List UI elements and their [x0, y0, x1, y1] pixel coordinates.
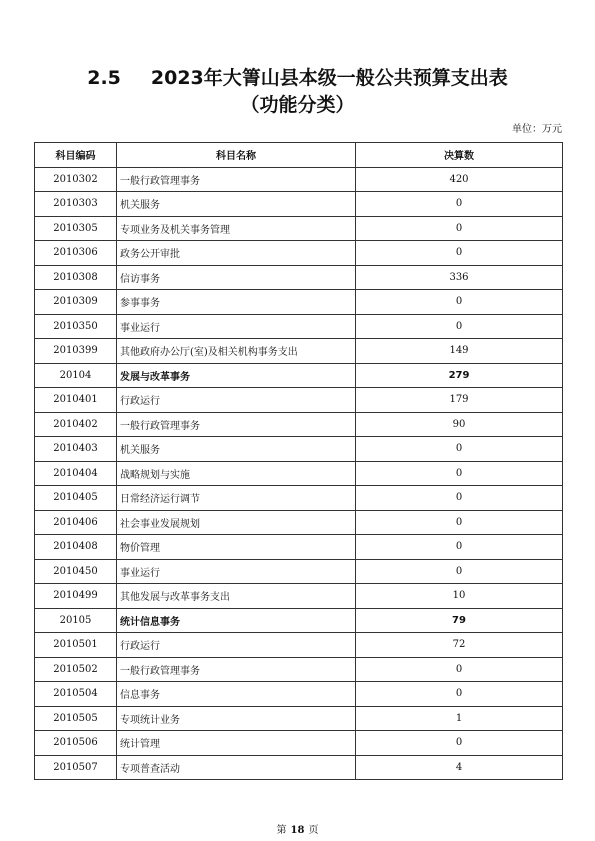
budget-table [34, 142, 563, 780]
table-row [35, 486, 563, 511]
cell-name: 战略规划与实施 [117, 461, 356, 486]
cell-amount: 4 [356, 755, 563, 780]
cell-name: 一般行政管理事务 [117, 167, 356, 192]
cell-amount: 1 [356, 706, 563, 731]
section-number: 2.5 [87, 67, 121, 89]
cell-code: 2010405 [35, 486, 117, 511]
cell-code: 2010502 [35, 657, 117, 682]
cell-name: 一般行政管理事务 [117, 657, 356, 682]
table-row [35, 241, 563, 266]
cell-code: 2010504 [35, 682, 117, 707]
cell-code: 2010403 [35, 437, 117, 462]
column-header-amount: 决算数 [356, 143, 563, 168]
cell-amount: 90 [356, 412, 563, 437]
cell-amount: 0 [356, 216, 563, 241]
cell-name: 政务公开审批 [117, 241, 356, 266]
cell-code: 2010308 [35, 265, 117, 290]
cell-code: 2010499 [35, 584, 117, 609]
cell-name: 专项统计业务 [117, 706, 356, 731]
page-footer [0, 825, 595, 837]
table-row [35, 731, 563, 756]
cell-code: 2010401 [35, 388, 117, 413]
cell-amount: 179 [356, 388, 563, 413]
cell-amount: 0 [356, 559, 563, 584]
cell-code: 2010350 [35, 314, 117, 339]
cell-name: 参事事务 [117, 290, 356, 315]
cell-name: 信访事务 [117, 265, 356, 290]
table-row [35, 510, 563, 535]
footer-prefix: 第 [276, 825, 287, 836]
table-row [35, 412, 563, 437]
table-row [35, 314, 563, 339]
cell-code: 2010302 [35, 167, 117, 192]
cell-code: 2010402 [35, 412, 117, 437]
cell-amount: 0 [356, 192, 563, 217]
cell-code: 2010501 [35, 633, 117, 658]
cell-code: 20105 [35, 608, 117, 633]
cell-code: 20104 [35, 363, 117, 388]
cell-amount: 0 [356, 314, 563, 339]
cell-amount: 420 [356, 167, 563, 192]
cell-amount: 0 [356, 290, 563, 315]
cell-name: 日常经济运行调节 [117, 486, 356, 511]
cell-name: 专项业务及机关事务管理 [117, 216, 356, 241]
table-row [35, 682, 563, 707]
cell-amount: 0 [356, 241, 563, 266]
table-row [35, 657, 563, 682]
cell-name: 事业运行 [117, 314, 356, 339]
cell-amount: 0 [356, 510, 563, 535]
column-header-code: 科目编码 [35, 143, 117, 168]
cell-code: 2010309 [35, 290, 117, 315]
table-body [35, 167, 563, 780]
cell-amount: 79 [356, 608, 563, 633]
cell-code: 2010406 [35, 510, 117, 535]
cell-code: 2010303 [35, 192, 117, 217]
cell-code: 2010399 [35, 339, 117, 364]
table-row [35, 216, 563, 241]
cell-name: 物价管理 [117, 535, 356, 560]
footer-suffix: 页 [308, 825, 319, 836]
title-text: 2023年大箐山县本级一般公共预算支出表 [150, 67, 508, 89]
table-row [35, 755, 563, 780]
cell-amount: 0 [356, 682, 563, 707]
table-row [35, 437, 563, 462]
table-row [35, 706, 563, 731]
cell-amount: 149 [356, 339, 563, 364]
cell-name: 行政运行 [117, 633, 356, 658]
table-row [35, 559, 563, 584]
cell-name: 信息事务 [117, 682, 356, 707]
cell-name: 专项普查活动 [117, 755, 356, 780]
cell-code: 2010506 [35, 731, 117, 756]
cell-name: 事业运行 [117, 559, 356, 584]
table-row [35, 192, 563, 217]
cell-code: 2010408 [35, 535, 117, 560]
cell-amount: 0 [356, 535, 563, 560]
cell-amount: 336 [356, 265, 563, 290]
table-row [35, 167, 563, 192]
cell-amount: 279 [356, 363, 563, 388]
cell-code: 2010306 [35, 241, 117, 266]
cell-name: 统计管理 [117, 731, 356, 756]
cell-name: 发展与改革事务 [117, 363, 356, 388]
cell-amount: 10 [356, 584, 563, 609]
cell-name: 统计信息事务 [117, 608, 356, 633]
table-row [35, 265, 563, 290]
cell-code: 2010507 [35, 755, 117, 780]
cell-name: 机关服务 [117, 192, 356, 217]
cell-name: 一般行政管理事务 [117, 412, 356, 437]
table-row [35, 608, 563, 633]
unit-label: 单位：万元 [512, 124, 562, 135]
table-row [35, 633, 563, 658]
cell-amount: 0 [356, 657, 563, 682]
cell-name: 社会事业发展规划 [117, 510, 356, 535]
cell-code: 2010450 [35, 559, 117, 584]
table-row [35, 584, 563, 609]
cell-amount: 72 [356, 633, 563, 658]
table-row [35, 339, 563, 364]
cell-code: 2010505 [35, 706, 117, 731]
table-row [35, 388, 563, 413]
cell-name: 其他发展与改革事务支出 [117, 584, 356, 609]
cell-amount: 0 [356, 486, 563, 511]
cell-amount: 0 [356, 461, 563, 486]
cell-code: 2010305 [35, 216, 117, 241]
table-row [35, 461, 563, 486]
page-number: 18 [290, 825, 305, 836]
table-row [35, 290, 563, 315]
cell-name: 机关服务 [117, 437, 356, 462]
cell-amount: 0 [356, 731, 563, 756]
column-header-name: 科目名称 [117, 143, 356, 168]
cell-name: 其他政府办公厅(室)及相关机构事务支出 [117, 339, 356, 364]
table-row [35, 363, 563, 388]
table-header-row [35, 143, 563, 168]
cell-code: 2010404 [35, 461, 117, 486]
page-subtitle: （功能分类） [240, 94, 355, 116]
cell-name: 行政运行 [117, 388, 356, 413]
cell-amount: 0 [356, 437, 563, 462]
page-title [0, 66, 595, 90]
table-row [35, 535, 563, 560]
